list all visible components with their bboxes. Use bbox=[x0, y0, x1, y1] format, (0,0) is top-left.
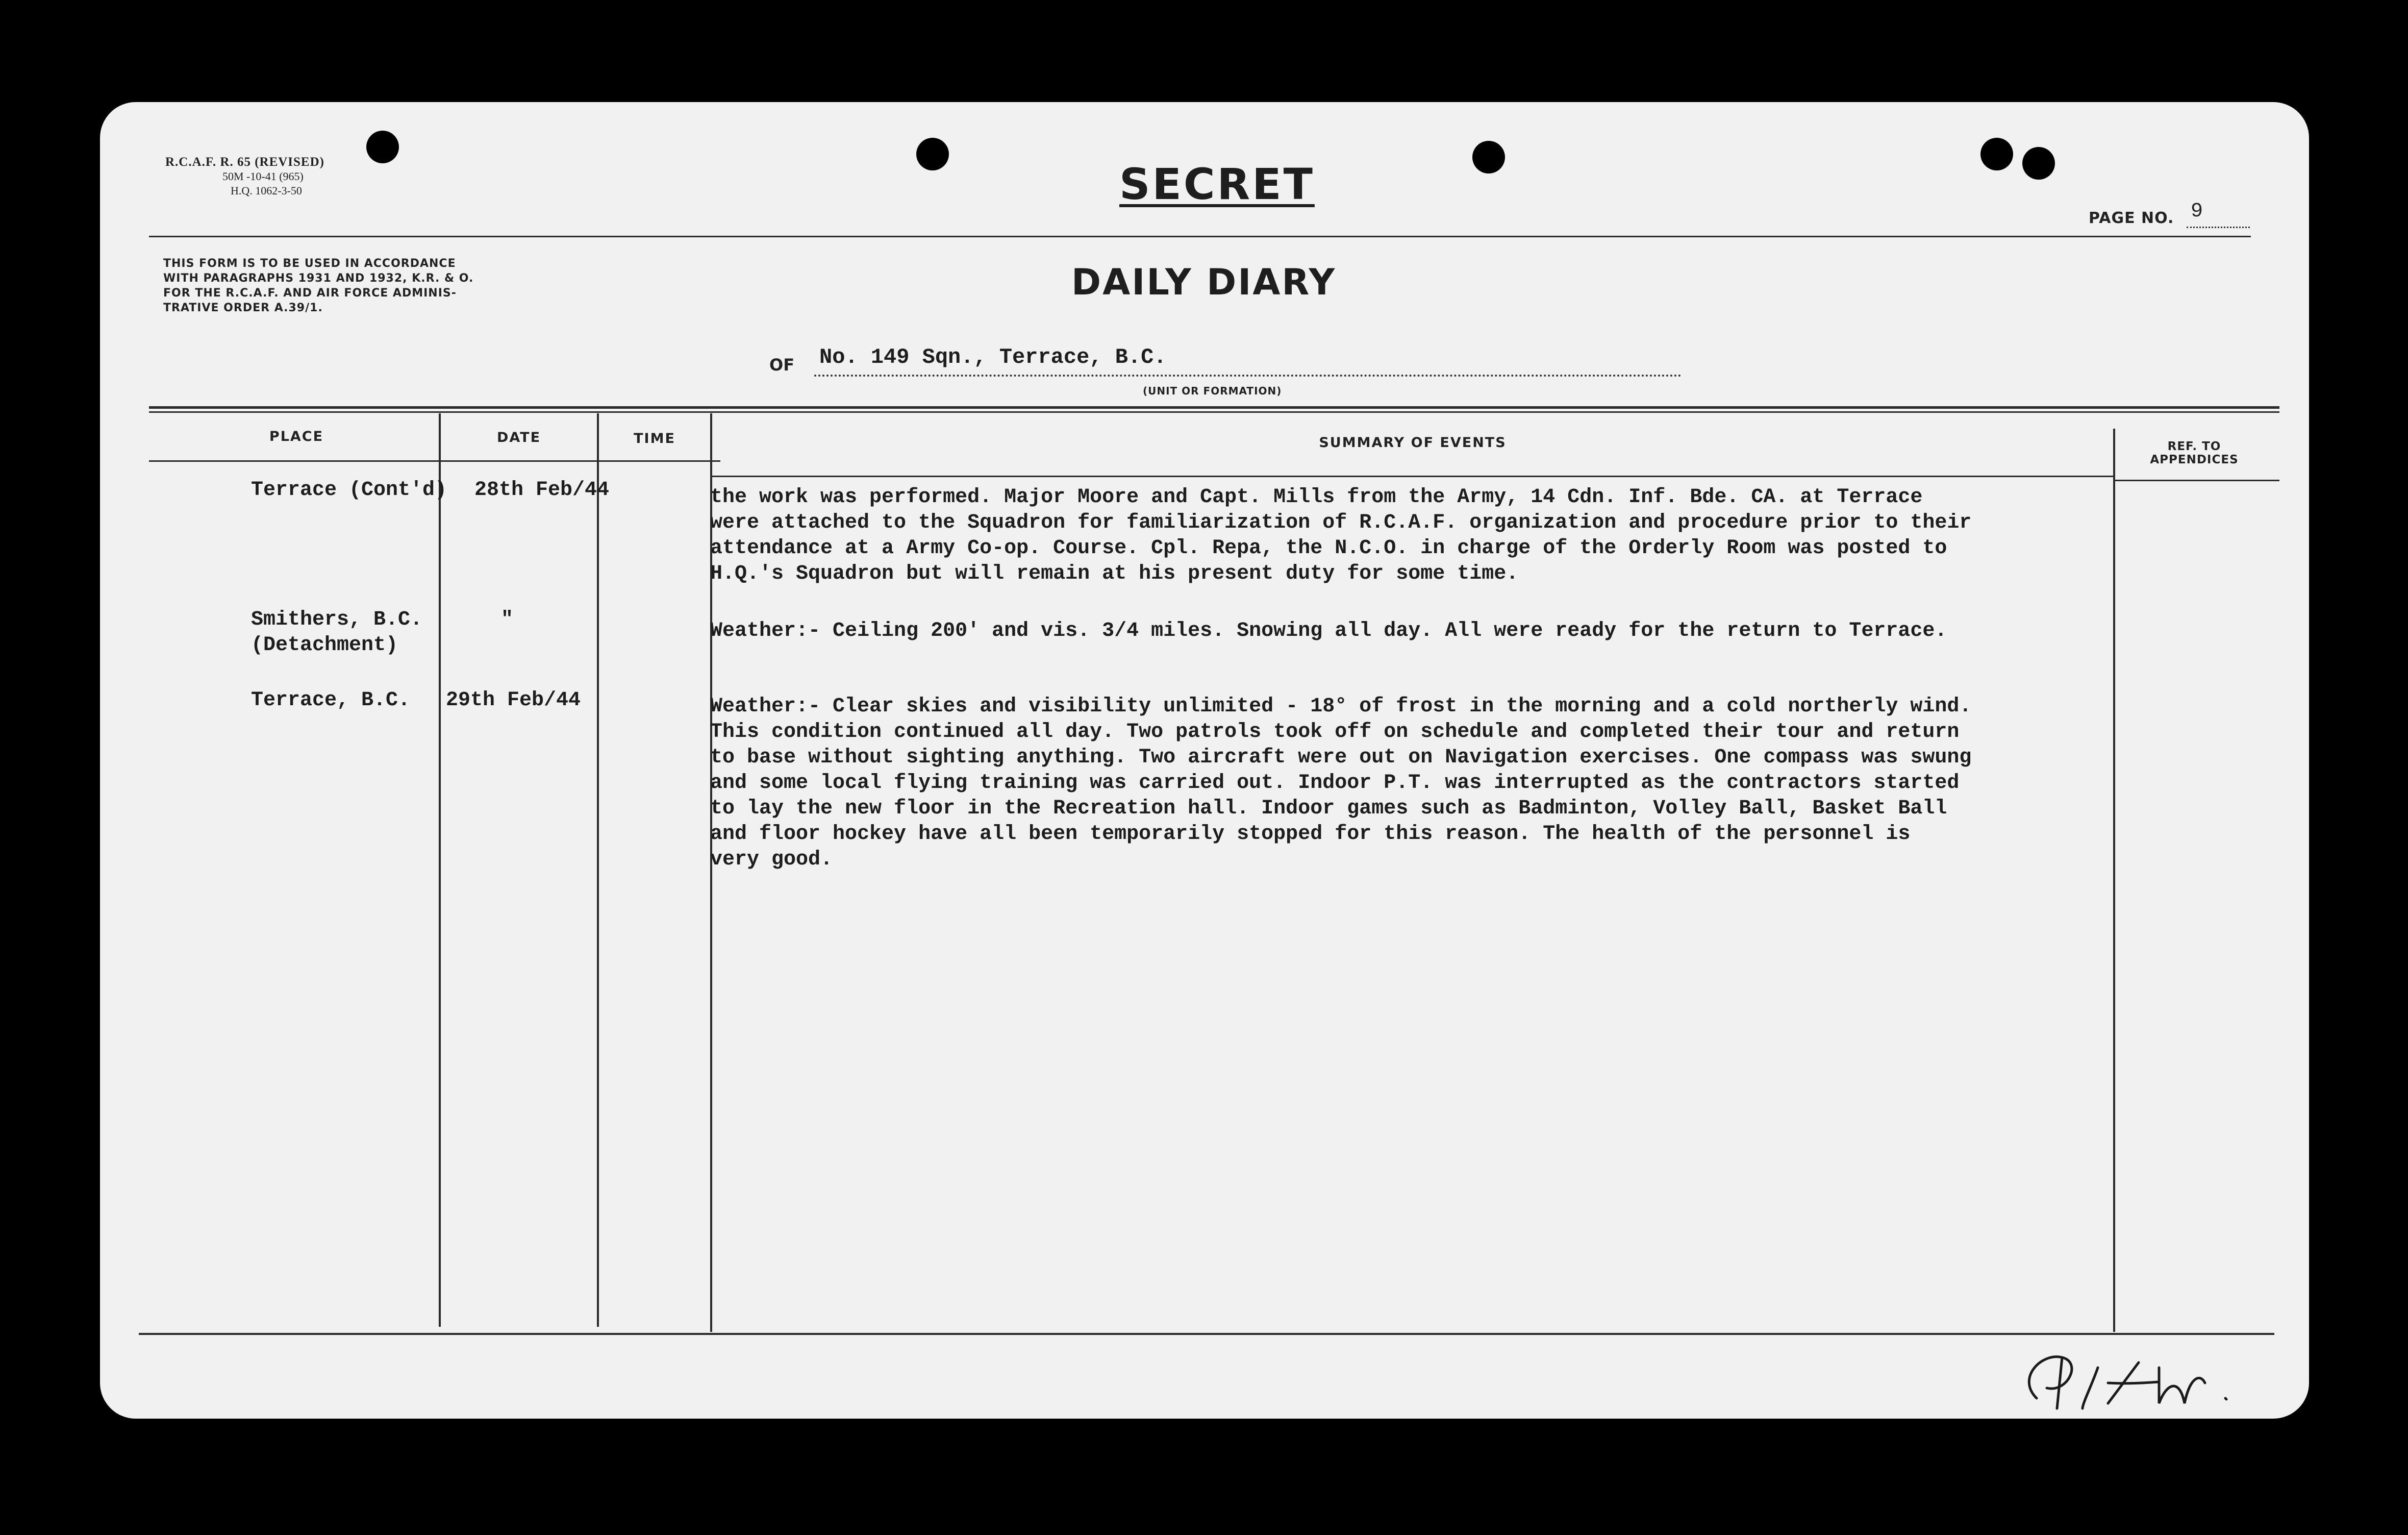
row-date: " bbox=[501, 608, 514, 631]
unit-caption: (UNIT OR FORMATION) bbox=[1143, 385, 1282, 397]
signature-scribble bbox=[2006, 1347, 2271, 1419]
hq-reference: H.Q. 1062-3-50 bbox=[231, 184, 302, 197]
page-number-value: 9 bbox=[2191, 200, 2203, 223]
unit-of-label: OF bbox=[769, 355, 795, 375]
row-place: Terrace, B.C. bbox=[251, 689, 411, 712]
column-header-date: DATE bbox=[496, 430, 541, 445]
punch-hole bbox=[366, 131, 399, 163]
page-number-label: PAGE NO. bbox=[2089, 209, 2174, 227]
table-bottom-rule bbox=[139, 1333, 2274, 1335]
unit-underline bbox=[814, 375, 1682, 377]
print-run: 50M -10-41 (965) bbox=[222, 170, 304, 183]
header-rule bbox=[149, 236, 2251, 237]
signature bbox=[2006, 1347, 2271, 1419]
table-top-rule-inner bbox=[149, 411, 2279, 413]
punch-hole bbox=[916, 138, 949, 170]
row-summary: Weather:- Ceiling 200' and vis. 3/4 miles. Snowing all day. All were ready for the return to Terrace. bbox=[710, 620, 1947, 642]
classification-stamp: SECRET bbox=[1119, 159, 1315, 209]
row-summary: Weather:- Clear skies and visibility unlimited - 18° of frost in the morning and a cold northerly wind. This condition continued all day. Two patrols took off on schedule and completed their tour and return to base without sighting anything. Two aircraft were out on Navigation exercises. One compass was swung and some local flying training was carried out. Indoor P.T. was interrupted as the contractors started to lay the new floor in the Recreation hall. Indoor games such as Badminton, Volley Ball, Basket Ball and floor hockey have all been temporarily stopped for this reason. The health of the personnel is very good. bbox=[710, 695, 1972, 871]
punch-hole bbox=[1980, 138, 2013, 170]
header-bottom-rule bbox=[149, 460, 720, 462]
header-bottom-rule bbox=[2113, 480, 2279, 481]
header-bottom-rule bbox=[710, 476, 2113, 477]
column-header-time: TIME bbox=[634, 431, 675, 447]
column-header-summary: SUMMARY OF EVENTS bbox=[1319, 435, 1507, 451]
diary-page bbox=[100, 102, 2309, 1419]
row-summary: the work was performed. Major Moore and Capt. Mills from the Army, 14 Cdn. Inf. Bde. CA. at Terrace were attached to the Squadron for familiarization of R.C.A.F. organization and procedure prior to their attendance at a Army Co-op. Course. Cpl. Repa, the N.C.O. in charge of the Orderly Room was posted to H.Q.'s Squadron but will remain at his present duty for some time. bbox=[710, 486, 1972, 585]
form-title: DAILY DIARY bbox=[1071, 261, 1337, 303]
row-place: Terrace (Cont'd) bbox=[251, 479, 447, 502]
column-header-place: PLACE bbox=[269, 429, 324, 444]
column-header-ref: REF. TO APPENDICES bbox=[2150, 440, 2239, 466]
row-date: 29th Feb/44 bbox=[446, 689, 581, 712]
form-identifier bbox=[165, 155, 324, 198]
punch-hole bbox=[1472, 141, 1505, 174]
column-divider bbox=[439, 413, 441, 1327]
column-divider bbox=[2113, 429, 2115, 1332]
usage-notice: THIS FORM IS TO BE USED IN ACCORDANCE WITH PARAGRAPHS 1931 AND 1932, K.R. & O. FOR THE R.C.A.F. AND AIR FORCE ADMINIS- TRATIVE ORDER A.39/1. bbox=[163, 257, 474, 314]
punch-hole bbox=[2022, 147, 2055, 180]
page-number-underline bbox=[2187, 227, 2250, 228]
column-divider bbox=[597, 413, 599, 1327]
row-place: Smithers, B.C. (Detachment) bbox=[251, 608, 423, 657]
form-number: R.C.A.F. R. 65 (REVISED) bbox=[165, 155, 324, 169]
row-date: 28th Feb/44 bbox=[474, 479, 610, 502]
table-top-rule bbox=[149, 406, 2279, 409]
unit-name: No. 149 Sqn., Terrace, B.C. bbox=[819, 345, 1167, 369]
